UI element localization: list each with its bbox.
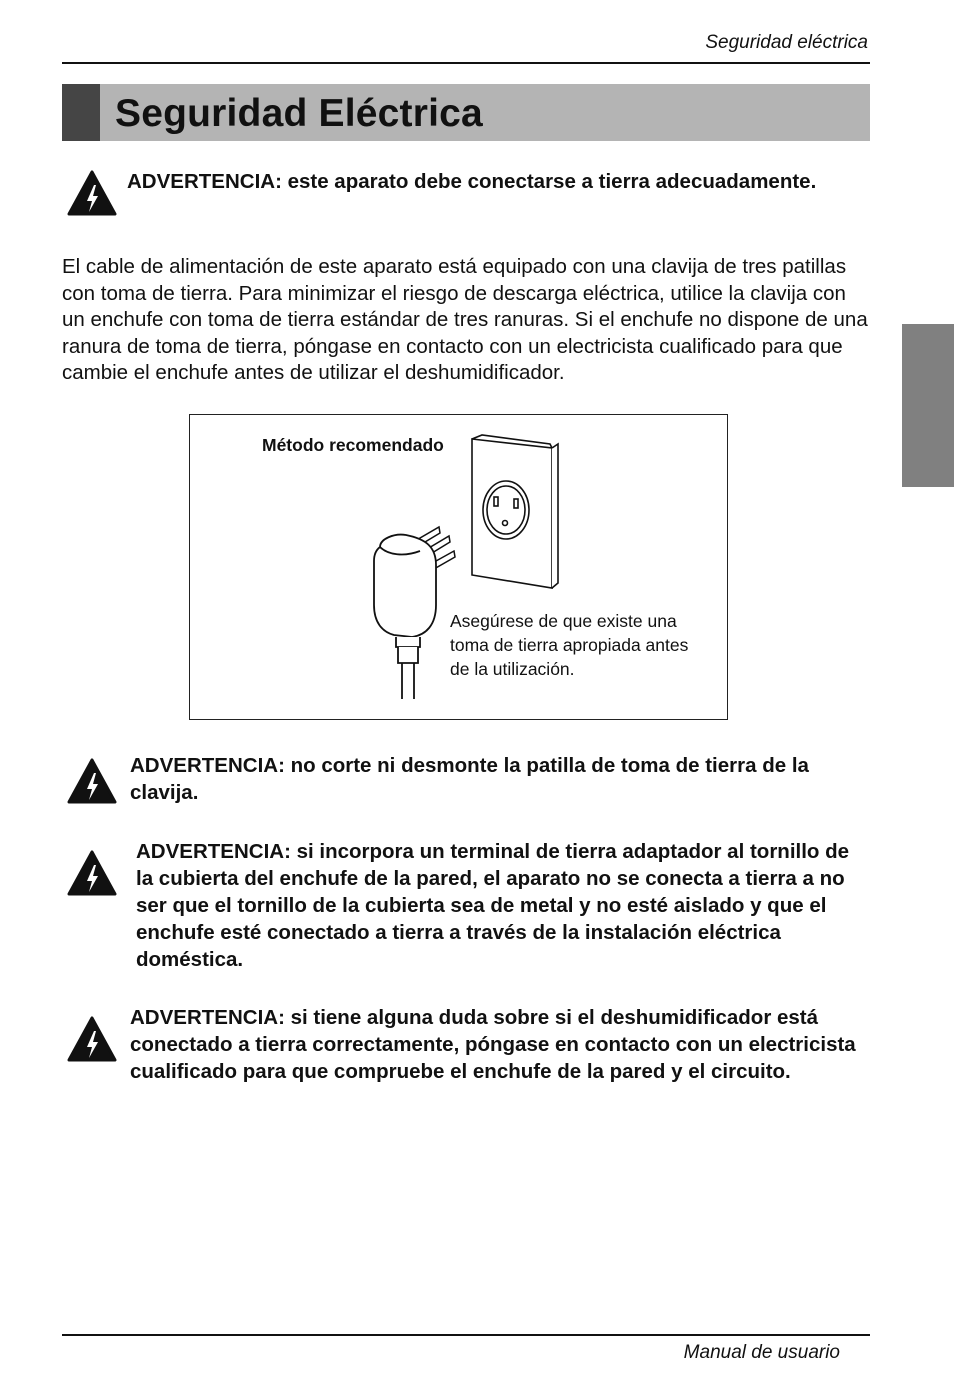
warning-text: ADVERTENCIA: no corte ni desmonte la patilla de toma de tierra de la clavija. [130, 754, 809, 804]
plug-body [374, 535, 436, 699]
warning-text: ADVERTENCIA: si tiene alguna duda sobre si el deshumidificador está conectado a tierra correctamente, póngase en contacto con un electricista cualificado para que compruebe el enchufe de la pared y el circuito. [130, 1006, 856, 1083]
electric-shock-warning-icon [67, 170, 117, 216]
electric-shock-warning-icon [67, 850, 117, 896]
electric-shock-warning-icon [67, 1016, 117, 1062]
running-header: Seguridad eléctrica [705, 32, 868, 53]
page-title: Seguridad Eléctrica [115, 92, 483, 135]
footer-label: Manual de usuario [683, 1342, 840, 1363]
figure-caption: Asegúrese de que existe una toma de tierra apropiada antes de la utilización. [450, 611, 689, 679]
warning-text: ADVERTENCIA: si incorpora un terminal de tierra adaptador al tornillo de la cubierta del enchufe de la pared, el aparato no se conecta a tierra a no ser que el tornillo de la cubierta sea de metal y no esté aislado y que el enchufe esté conectado a tierra a través de la instalación eléctrica doméstica. [136, 840, 850, 971]
section-side-tab [902, 324, 954, 487]
grounding-paragraph: El cable de alimentación de este aparato está equipado con una clavija de tres patillas con toma de tierra. Para minimizar el riesgo de descarga eléctrica, utilice la clavija con un enchufe con toma de tierra estándar de tres ranuras. Si el enchufe no dispone de una ranura de toma de tierra, póngase en contacto con un electricista cualificado para que cambie el enchufe antes de utilizar el deshumidificador. [62, 255, 868, 385]
grounding-figure [189, 414, 728, 720]
footer-rule [62, 1334, 870, 1336]
title-marker [62, 84, 100, 141]
electric-shock-warning-icon [67, 758, 117, 804]
figure-label: Método recomendado [262, 435, 444, 455]
section-title-bar [62, 84, 870, 141]
wall-outlet [472, 435, 558, 588]
warning-text: ADVERTENCIA: este aparato debe conectarse a tierra adecuadamente. [127, 170, 817, 193]
header-rule [62, 62, 870, 64]
